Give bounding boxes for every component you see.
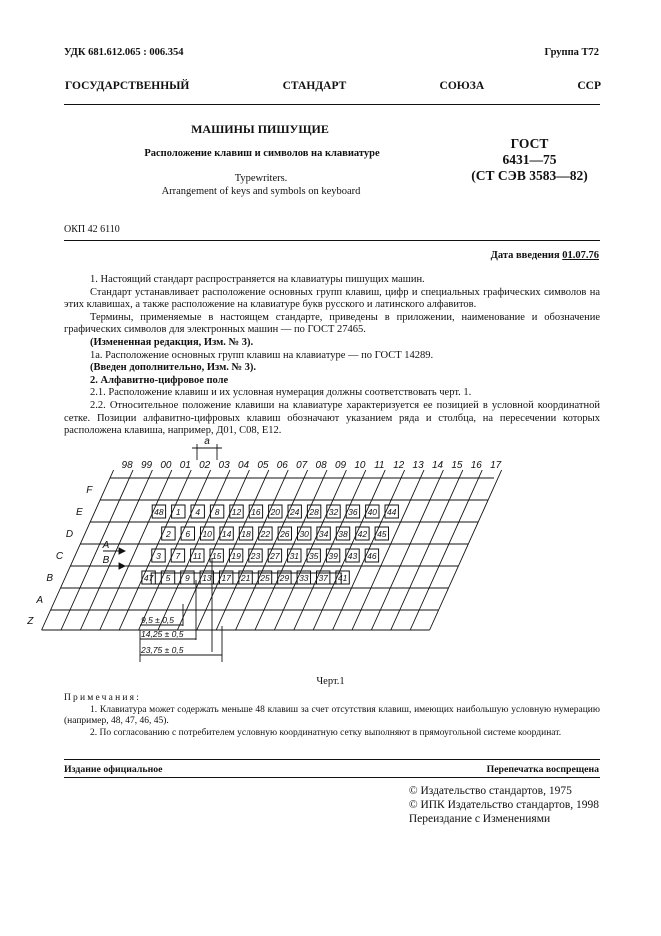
key-label: 23 [250,551,261,561]
grid-column-line [410,470,482,630]
key-label: 5 [165,573,171,583]
key-label: 6 [185,529,191,539]
key-label: 39 [328,551,338,561]
column-label: 14 [431,460,444,471]
copyright-1998: © ИПК Издательство стандартов, 1998 [408,799,599,811]
dim-label: 14,25 ± 0,5 [141,629,184,639]
column-label: 17 [490,460,502,471]
paragraph-3-note: (Измененная редакция, Изм. № 3). [90,336,254,348]
gost-line2: 6431—75 [502,152,557,167]
notes-heading: Примечания: [64,693,142,703]
key-label: 30 [299,529,309,539]
key-label: 11 [192,551,202,561]
footer-rule [64,777,600,778]
notes-rule [64,759,600,760]
key-label: 17 [221,573,231,583]
row-label: C [55,551,64,562]
key-label: 25 [260,573,270,583]
key-label: 29 [279,573,290,583]
effective-date [491,250,599,261]
arrow-b-head [119,563,125,569]
dim-a-label: a [204,436,210,447]
grid-column-line [158,470,230,630]
paragraph-4: 1а. Расположение основных групп клавиш на клавиатуре — по ГОСТ 14289. [90,349,434,361]
key-label: 40 [367,507,378,517]
key-label: 41 [337,573,348,583]
key-label: 27 [270,551,280,561]
column-label: 11 [374,460,385,471]
date-value: 01.07.76 [562,250,599,261]
grid-column-line [352,470,424,630]
grid-column-line [139,470,211,630]
row-label: A [36,595,44,606]
key-label: 13 [202,573,212,583]
column-label: 00 [160,460,172,471]
key-label: 42 [357,529,368,539]
copyright-block [409,784,599,826]
key-label: 4 [195,507,201,517]
column-label: 10 [354,460,366,471]
grid-column-line [274,470,346,630]
paragraph-4-note: (Введен дополнительно, Изм. № 3). [90,362,257,374]
grid-column-line [294,470,366,630]
dim-label: 9,5 ± 0,5 [141,615,175,625]
gost-designation [452,136,607,184]
column-label: 15 [451,460,463,471]
arrow-b-label: B [102,555,110,566]
column-label: 06 [276,460,288,471]
date-label: Дата введения [490,250,560,261]
column-label: 09 [334,460,347,471]
column-label: 08 [315,460,327,471]
key-label: 48 [154,507,164,517]
grid-column-line [236,470,308,630]
key-label: 45 [377,529,387,539]
column-label: 07 [296,460,308,471]
okp-code: ОКП 42 6110 [64,224,120,235]
note-2: 2. По согласованию с потребителем условную координатную сетку выполняют в прямоугольной системе координат. [90,727,562,738]
row-label: F [86,485,93,496]
column-label: 98 [121,460,133,471]
key-label: 12 [231,507,242,517]
keyboard-figure [0,430,661,670]
key-label: 24 [289,507,300,517]
key-label: 15 [211,551,222,561]
column-label: 03 [218,460,230,471]
key-label: 36 [348,507,358,517]
grid-column-line [255,470,327,630]
key-label: 18 [241,529,251,539]
group-code: Группа Т72 [544,47,599,58]
state-standard-heading: ГОСУДАРСТВЕННЫЙ СТАНДАРТ СОЮЗА ССР [65,80,601,92]
grid-column-line [333,470,405,630]
grid-column-line [391,470,463,630]
gost-line3: (СТ СЭВ 3583—82) [471,168,588,183]
paragraph-1: 1. Настоящий стандарт распространяется на клавиатуры пишущих машин. [90,274,425,285]
column-label: 02 [199,460,211,471]
udk-code: УДК 681.612.065 : 006.354 [64,47,184,58]
key-label: 3 [156,551,161,561]
grid-column-line [100,470,175,630]
key-label: 33 [299,573,309,583]
row-label: B [46,573,53,584]
key-label: 37 [318,573,328,583]
grid-column-line [371,470,443,630]
key-label: 32 [328,507,339,517]
paragraph-6: 2.1. Расположение клавиш и их условная нумерация должны соответствовать черт. 1. [90,387,472,399]
key-label: 20 [270,507,281,517]
dim-label: 23,75 ± 0,5 [141,645,184,655]
key-label: 34 [318,529,329,539]
column-label: 13 [412,460,424,471]
grid-column-line [119,470,191,630]
row-label: E [76,507,83,518]
note-1: 1. Клавиатура может содержать меньше 48 клавиш за счет отсутствия клавиш, имеющих наибольшую условную нумерацию (например, 48, 47, 46, 45). [64,704,600,726]
key-label: 21 [240,573,251,583]
paragraph-2: Стандарт устанавливает расположение основных групп клавиш, цифр и специальных графических символов на этих клавишах, а также расположение на клавиатуре букв русского и латинского алфавитов. [64,286,600,311]
key-label: 46 [367,551,377,561]
arrow-a-label: A [102,540,110,551]
column-label: 16 [470,460,482,471]
key-label: 19 [231,551,241,561]
row-label: Z [27,616,34,627]
key-label: 47 [143,573,154,583]
grid-column-line [177,470,249,630]
key-label: 28 [309,507,319,517]
row-label: D [65,529,74,540]
column-label: 99 [140,460,153,471]
arrow-a-head [119,548,125,554]
key-label: 7 [175,551,181,561]
key-label: 38 [338,529,348,539]
key-label: 44 [386,507,397,517]
key-label: 43 [347,551,358,561]
key-label: 16 [251,507,261,517]
column-label: 04 [237,460,250,471]
document-title: МАШИНЫ ПИШУЩИЕ [191,122,329,136]
key-label: 22 [260,529,271,539]
section-2-heading: 2. Алфавитно-цифровое поле [90,374,229,386]
column-label: 05 [257,460,269,471]
header-rule [64,104,600,105]
column-label: 12 [393,460,405,471]
key-label: 31 [289,551,300,561]
key-label: 8 [214,507,220,517]
grid-column-line [216,470,288,630]
english-title-line1: Typewriters. [234,173,288,184]
reissue-note: Переиздание с Изменениями [408,813,551,825]
key-label: 26 [280,529,290,539]
document-subtitle: Расположение клавиш и символов на клавиатуре [144,148,380,159]
body-text [64,274,600,438]
paragraph-3: Термины, применяемые в настоящем стандарте, приведены в приложении, наименование и обозначение графических символов для электронных машин — по ГОСТ 27465. [64,311,600,336]
column-label: 01 [179,460,191,471]
okp-rule [64,240,600,241]
key-label: 2 [166,529,171,539]
grid-column-line [197,470,269,630]
key-label: 10 [202,529,212,539]
key-label: 14 [221,529,232,539]
gost-line1: ГОСТ [510,136,549,151]
key-label: 35 [308,551,319,561]
english-title [130,172,392,198]
grid-column-line [313,470,385,630]
notes-block [64,693,600,739]
paragraph-7: 2.2. Относительное положение клавиши на клавиатуре характеризуется ее позицией в условной координатной сетке. Позиции алфавитно-цифровых клавиш обозначают указанием ряда и столбца, на пересечении которых расположена клавиша, например, Д01, С08, Е12. [64,399,600,437]
copyright-1975: © Издательство стандартов, 1975 [408,785,572,797]
reprint-prohibited: Перепечатка воспрещена [486,764,599,775]
official-edition: Издание официальное [64,764,163,775]
figure-caption: Черт.1 [316,676,345,687]
key-label: 9 [185,573,190,583]
key-label: 1 [175,507,181,517]
grid-column-line [430,470,502,630]
english-title-line2: Arrangement of keys and symbols on keyboard [161,186,361,197]
